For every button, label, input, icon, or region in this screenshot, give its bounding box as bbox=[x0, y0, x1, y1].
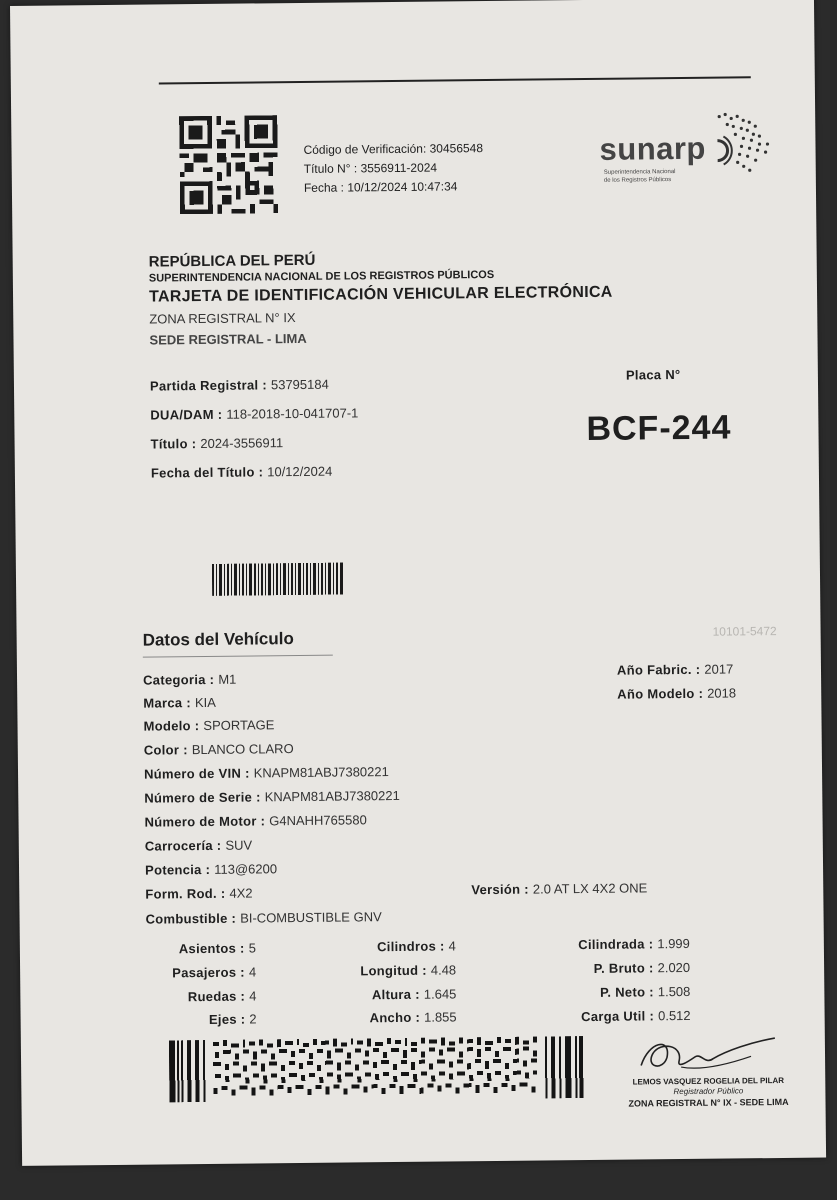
pasajeros-value: 4 bbox=[248, 964, 257, 980]
asientos-row bbox=[146, 939, 256, 958]
carroceria-row bbox=[145, 837, 253, 856]
qr-code-icon bbox=[176, 115, 281, 214]
ejes-row bbox=[147, 1010, 257, 1029]
combustible-row bbox=[145, 908, 381, 928]
asientos-value: 5 bbox=[248, 940, 256, 956]
version-value: 2.0 AT LX 4X2 ONE bbox=[532, 880, 648, 897]
motor-value: G4NAHH765580 bbox=[269, 812, 367, 829]
marca-value: KIA bbox=[194, 694, 216, 711]
partida-row bbox=[150, 376, 329, 396]
partida-value: 53795184 bbox=[270, 376, 329, 393]
carroceria-value: SUV bbox=[225, 837, 253, 853]
fecha-label: Fecha del Título : bbox=[150, 464, 264, 481]
titulo-row bbox=[151, 434, 284, 453]
pdf417-barcode-icon bbox=[169, 1036, 586, 1102]
serie-value: KNAPM81ABJ7380221 bbox=[264, 787, 400, 805]
dua-row bbox=[150, 404, 358, 424]
logo-subtitle-1: Superintendencia Nacional bbox=[603, 169, 676, 176]
formrod-row bbox=[145, 885, 252, 904]
potencia-value: 113@6200 bbox=[214, 861, 278, 877]
color-row bbox=[144, 740, 294, 760]
ancho-row bbox=[321, 1008, 457, 1027]
motor-row bbox=[144, 811, 366, 831]
carga-util-value: 0.512 bbox=[657, 1007, 691, 1024]
anio-modelo-label: Año Modelo : bbox=[617, 685, 704, 702]
formrod-label: Form. Rod. : bbox=[145, 885, 226, 902]
altura-row bbox=[320, 985, 456, 1004]
serie-label: Número de Serie : bbox=[144, 789, 261, 806]
combustible-label: Combustible : bbox=[145, 910, 237, 927]
signatory-name: LEMOS VASQUEZ ROGELIA DEL PILAR bbox=[632, 1075, 785, 1087]
formrod-value: 4X2 bbox=[229, 885, 253, 901]
vin-row bbox=[144, 763, 389, 784]
plate-label: Placa N° bbox=[625, 366, 681, 383]
document-title: TARJETA DE IDENTIFICACIÓN VEHICULAR ELECTRÓNICA bbox=[148, 283, 613, 306]
logo-subtitle-2: de los Registros Públicos bbox=[603, 177, 672, 184]
plate-number: BCF-244 bbox=[586, 408, 732, 448]
cilindros-label: Cilindros : bbox=[376, 938, 445, 955]
sunarp-logo bbox=[599, 118, 780, 190]
partida-label: Partida Registral : bbox=[149, 377, 268, 394]
modelo-row bbox=[143, 716, 274, 735]
anio-fabricacion-label: Año Fabric. : bbox=[616, 661, 701, 678]
longitud-value: 4.48 bbox=[430, 962, 457, 978]
ancho-label: Ancho : bbox=[369, 1009, 421, 1026]
faint-reference-code: 10101-5472 bbox=[712, 624, 777, 639]
dua-label: DUA/DAM : bbox=[150, 406, 223, 423]
anio-fabricacion-value: 2017 bbox=[704, 661, 734, 677]
small-barcode-icon bbox=[212, 563, 344, 596]
longitud-label: Longitud : bbox=[360, 962, 427, 979]
signatory-place: ZONA REGISTRAL N° IX - SEDE LIMA bbox=[628, 1096, 789, 1109]
potencia-label: Potencia : bbox=[144, 861, 211, 878]
asientos-label: Asientos : bbox=[178, 940, 245, 957]
version-label: Versión : bbox=[471, 881, 529, 898]
peso-neto-row bbox=[540, 983, 690, 1003]
cilindrada-row bbox=[540, 935, 690, 955]
logo-wordmark: sunarp bbox=[599, 130, 707, 167]
carga-util-row bbox=[541, 1007, 691, 1027]
registry-seat: SEDE REGISTRAL - LIMA bbox=[149, 330, 307, 348]
dua-value: 118-2018-10-041707-1 bbox=[226, 405, 359, 422]
peso-neto-label: P. Neto : bbox=[599, 984, 654, 1000]
potencia-row bbox=[145, 860, 277, 879]
peso-neto-value: 1.508 bbox=[657, 983, 691, 1000]
cilindrada-value: 1.999 bbox=[657, 935, 690, 952]
version-row bbox=[471, 879, 647, 899]
agency-name: SUPERINTENDENCIA NACIONAL DE LOS REGISTROS PÚBLICOS bbox=[148, 268, 495, 285]
cilindros-row bbox=[320, 937, 456, 956]
fecha-value: 10/12/2024 bbox=[267, 463, 333, 480]
ruedas-value: 4 bbox=[249, 988, 257, 1004]
vin-label: Número de VIN : bbox=[143, 765, 250, 782]
marca-label: Marca : bbox=[143, 695, 192, 711]
anio-fabricacion-row bbox=[617, 660, 733, 679]
color-label: Color : bbox=[143, 742, 188, 758]
anio-modelo-row bbox=[617, 684, 736, 703]
ejes-value: 2 bbox=[249, 1011, 257, 1027]
titulo-value: 2024-3556911 bbox=[200, 435, 284, 452]
ejes-label: Ejes : bbox=[208, 1011, 246, 1027]
ruedas-row bbox=[146, 987, 256, 1006]
altura-label: Altura : bbox=[371, 986, 420, 1003]
modelo-value: SPORTAGE bbox=[203, 717, 275, 734]
issue-date: Fecha : 10/12/2024 10:47:34 bbox=[303, 179, 458, 195]
motor-label: Número de Motor : bbox=[144, 813, 266, 830]
categoria-label: Categoria : bbox=[142, 671, 215, 688]
longitud-row bbox=[320, 961, 456, 980]
marca-row bbox=[143, 694, 216, 713]
peso-bruto-row bbox=[540, 959, 690, 979]
color-value: BLANCO CLARO bbox=[191, 741, 294, 758]
pasajeros-label: Pasajeros : bbox=[172, 964, 245, 981]
combustible-value: BI-COMBUSTIBLE GNV bbox=[240, 909, 382, 926]
cilindrada-label: Cilindrada : bbox=[578, 936, 654, 953]
vin-value: KNAPM81ABJ7380221 bbox=[253, 764, 389, 781]
peso-bruto-value: 2.020 bbox=[657, 959, 691, 976]
vehicle-section-heading: Datos del Vehículo bbox=[142, 629, 294, 650]
document-page bbox=[10, 0, 826, 1166]
carga-util-label: Carga Util : bbox=[581, 1008, 655, 1025]
handwritten-signature bbox=[631, 1030, 782, 1082]
categoria-row bbox=[143, 671, 236, 690]
pasajeros-row bbox=[146, 963, 256, 982]
altura-value: 1.645 bbox=[423, 986, 457, 1002]
top-divider bbox=[159, 76, 751, 84]
carroceria-label: Carrocería : bbox=[144, 837, 222, 854]
verification-code: Código de Verificación: 30456548 bbox=[303, 141, 484, 157]
country-name: REPÚBLICA DEL PERÚ bbox=[148, 251, 316, 271]
serie-row bbox=[144, 787, 400, 808]
heading-underline bbox=[143, 655, 333, 658]
titulo-label: Título : bbox=[150, 436, 197, 452]
cilindros-value: 4 bbox=[448, 938, 456, 954]
modelo-label: Modelo : bbox=[143, 718, 200, 734]
ancho-value: 1.855 bbox=[423, 1009, 457, 1025]
fecha-row bbox=[151, 463, 333, 483]
anio-modelo-value: 2018 bbox=[707, 685, 737, 701]
ruedas-label: Ruedas : bbox=[187, 988, 246, 1005]
registry-zone: ZONA REGISTRAL N° IX bbox=[149, 310, 296, 327]
sun-rays-icon bbox=[711, 110, 774, 181]
signatory-role: Registrador Público bbox=[673, 1086, 744, 1097]
title-number: Título N° : 3556911-2024 bbox=[303, 160, 438, 176]
categoria-value: M1 bbox=[218, 671, 237, 687]
peso-bruto-label: P. Bruto : bbox=[593, 960, 654, 976]
